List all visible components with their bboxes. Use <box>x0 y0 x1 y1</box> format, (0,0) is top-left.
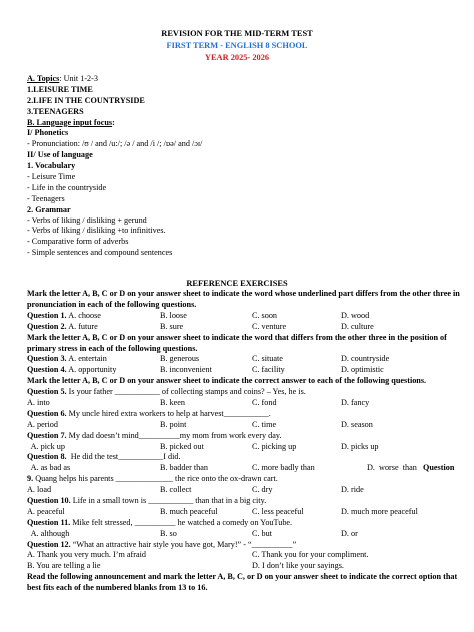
question-text: Mike felt stressed, __________ he watched a comedy on YouTube. <box>70 517 293 527</box>
question-label: 9. <box>27 474 34 484</box>
option-d: D. wood <box>341 310 370 320</box>
phonetics-title: I/ Phonetics <box>27 128 69 138</box>
question-9-stem <box>27 474 460 485</box>
vocab-item: - Teenagers <box>27 193 65 203</box>
option-c: C. less peaceful <box>252 506 304 516</box>
question-text: “What an attractive hair style you have got, Mary!” - “__________” <box>70 539 297 549</box>
language-focus-label: B. Language input focus <box>27 117 113 127</box>
option-b: B. You are telling a lie <box>27 561 101 571</box>
option-b: B. collect <box>160 485 192 495</box>
option-d: D. countryside <box>341 354 390 364</box>
option-a: A. future <box>68 321 98 331</box>
question-12-options-row1 <box>27 550 460 561</box>
option-a: A. as bad as <box>27 463 71 473</box>
pronunciation-line: - Pronunciation: /ʊ / and /u:/; /ə / and /i /; /ɒə/ and /ɔɪ/ <box>27 139 203 149</box>
question-1 <box>27 311 460 322</box>
option-b: B. generous <box>160 354 200 364</box>
option-a: A. although <box>27 528 70 538</box>
question-3 <box>27 354 460 365</box>
question-label: Question 12. <box>27 539 71 549</box>
doc-subtitle: FIRST TERM - ENGLISH 8 SCHOOL <box>166 41 308 50</box>
topic-item: 2.LIFE IN THE COUNTRYSIDE <box>27 95 145 105</box>
option-a: A. peaceful <box>27 506 65 516</box>
use-of-language-title: II/ Use of language <box>27 150 93 160</box>
question-10-stem <box>27 496 460 507</box>
option-c: C. but <box>252 528 273 538</box>
option-b: B. picked out <box>160 441 204 451</box>
question-label: Question 5. <box>27 387 67 397</box>
question-text: Is your father ___________ of collecting stamps and coins? – Yes, he is. <box>66 387 306 397</box>
instruction-correct-answer: Mark the letter A, B, C or D on your answer sheet to indicate the correct answer to each of the following questions. <box>27 376 427 386</box>
question-label: Question 3. <box>27 354 67 364</box>
question-label: Question 11. <box>27 517 71 527</box>
option-c: C. more badly than <box>252 463 315 473</box>
question-label: Question 2. <box>27 321 67 331</box>
option-a: A. pick up <box>27 441 65 451</box>
option-c: C. venture <box>252 321 287 331</box>
question-12-stem <box>27 540 460 551</box>
question-text: Life in a small town is ___________ than that in a big city. <box>70 496 267 505</box>
option-a: A. opportunity <box>68 365 117 375</box>
question-text: My uncle hired extra workers to help at harvest___________. <box>66 408 271 418</box>
language-focus-colon: : <box>112 117 115 127</box>
question-6-stem <box>27 409 460 420</box>
option-a: A. choose <box>68 310 101 320</box>
question-label: Question 8. <box>27 452 67 462</box>
option-b: B. so <box>160 528 177 538</box>
vocab-item: - Leisure Time <box>27 172 76 182</box>
option-b: B. sure <box>160 321 184 331</box>
grammar-title: 2. Grammar <box>27 204 71 214</box>
option-d: D. season <box>341 419 373 429</box>
option-c: C. time <box>252 419 277 429</box>
vocabulary-title: 1. Vocabulary <box>27 161 76 171</box>
option-d: D. much more peaceful <box>341 506 418 516</box>
question-7-stem <box>27 431 460 442</box>
instruction-stress: Mark the letter A, B, C or D on your answer sheet to indicate the word that differs from the other three in the position of primary stress in each of the following questions. <box>27 332 447 353</box>
question-5-stem <box>27 387 460 398</box>
doc-title: REVISION FOR THE MID-TERM TEST <box>161 29 313 38</box>
option-d: D. optimistic <box>341 365 384 375</box>
question-12-options-row2 <box>27 561 460 572</box>
grammar-item: - Comparative form of adverbs <box>27 237 129 247</box>
topics-section <box>27 74 460 259</box>
question-text: He did the test___________I did. <box>66 452 181 462</box>
option-d: D. culture <box>341 321 374 331</box>
question-6-options <box>27 420 460 431</box>
question-10-options <box>27 507 460 518</box>
option-c: C. fond <box>252 397 277 407</box>
question-9-options <box>27 485 460 496</box>
option-a: A. period <box>27 419 58 429</box>
exercises-section <box>27 289 460 594</box>
question-8-options <box>27 463 460 474</box>
option-b: B. much peaceful <box>160 506 218 516</box>
option-c: C. picking up <box>252 441 297 451</box>
topic-item: 1.LEISURE TIME <box>27 84 93 94</box>
option-c: C. dry <box>252 485 273 495</box>
instruction-reading: Read the following announcement and mark the letter A, B, C, or D on your answer sheet to indicate the correct option that best fits each of the numbered blanks from 13 to 16. <box>27 572 458 593</box>
question-4 <box>27 365 460 376</box>
question-label: Question <box>423 463 455 473</box>
question-label: Question 1. <box>27 310 67 320</box>
option-d: D. I don’t like your sayings. <box>252 561 344 571</box>
question-5-options <box>27 398 460 409</box>
option-c: C. facility <box>252 365 285 375</box>
question-8-stem <box>27 452 460 463</box>
question-2 <box>27 322 460 333</box>
option-b: B. point <box>160 419 187 429</box>
question-7-options <box>27 442 460 453</box>
vocab-item: - Life in the countryside <box>27 182 107 192</box>
option-d: D. ride <box>341 485 364 495</box>
option-a: A. entertain <box>68 354 107 364</box>
option-b: B. inconvenient <box>160 365 212 375</box>
grammar-item: - Verbs of liking / disliking +to infinitives. <box>27 226 166 236</box>
grammar-item: - Verbs of liking / disliking + gerund <box>27 215 147 225</box>
topics-label: A. Topics <box>27 74 60 83</box>
option-d: D. fancy <box>341 397 370 407</box>
question-11-stem <box>27 518 460 529</box>
question-label: Question 4. <box>27 365 67 375</box>
question-text: My dad doesn’t mind__________my mom from work every day. <box>66 430 282 440</box>
option-d: D. worse than <box>367 463 417 473</box>
option-a: A. into <box>27 397 50 407</box>
topics-value: : Unit 1-2-3 <box>59 74 98 83</box>
question-label: Question 6. <box>27 408 67 418</box>
question-11-options <box>27 529 460 540</box>
topic-item: 3.TEENAGERS <box>27 106 84 116</box>
question-label: Question 7. <box>27 430 67 440</box>
option-b: B. loose <box>160 310 187 320</box>
instruction-pronunciation: Mark the letter A, B, C or D on your answer sheet to indicate the word whose underlined part differs from the other three in pronunciation in each of the following questions. <box>27 289 460 309</box>
exercises-title: REFERENCE EXERCISES <box>186 279 288 288</box>
grammar-item: - Simple sentences and compound sentences <box>27 248 173 258</box>
option-d: D. or <box>341 528 358 538</box>
option-b: B. badder than <box>160 463 208 473</box>
option-c: C. soon <box>252 310 278 320</box>
option-a: A. load <box>27 485 52 495</box>
option-b: B. keen <box>160 397 186 407</box>
question-text: Quang helps his parents ______________ the rice onto the ox-drawn cart. <box>33 474 278 484</box>
doc-year: YEAR 2025- 2026 <box>204 53 270 62</box>
option-a: A. Thank you very much. I’m afraid <box>27 550 146 560</box>
question-label: Question 10. <box>27 496 71 505</box>
option-d: D. picks up <box>341 441 379 451</box>
option-c: C. situate <box>252 354 283 364</box>
option-c: C. Thank you for your compliment. <box>252 550 369 560</box>
